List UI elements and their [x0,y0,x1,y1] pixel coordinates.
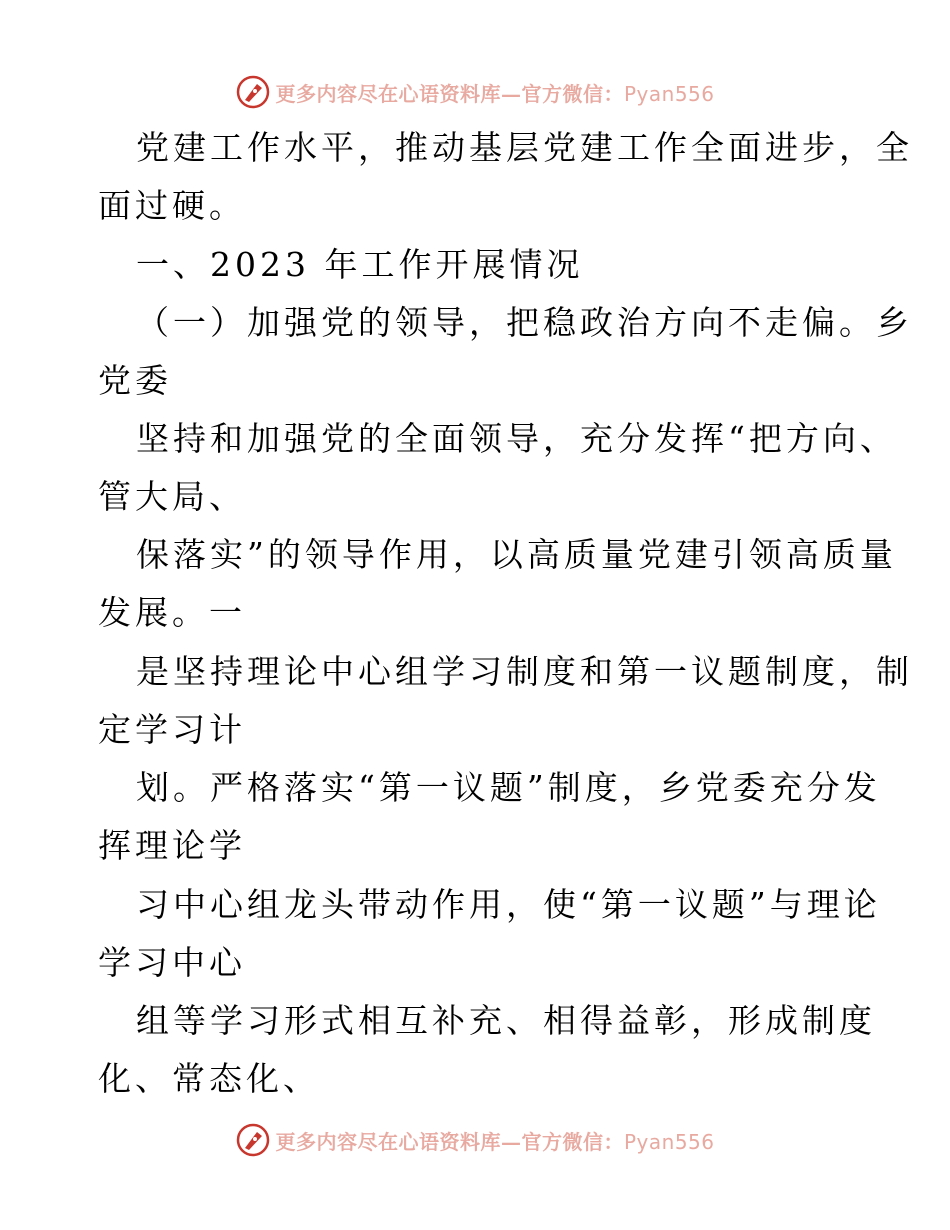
watermark-text: 更多内容尽在心语资料库—官方微信：Pyan556 [275,81,715,106]
text-line: 学习中心 [98,943,246,982]
text-line: 习中心组龙头带动作用，使“第一议题”与理论 [136,885,881,924]
text-line: 挥理论学 [98,826,246,865]
text-line: 管大局、 [98,477,246,516]
text-line: 划。严格落实“第一议题”制度，乡党委充分发 [136,768,881,807]
text-line: 定学习计 [98,710,246,749]
pen-nib-logo-icon [235,74,271,110]
subsection-heading: （一）加强党的领导，把稳政治方向不走偏。乡 [136,303,913,342]
text-line: 党建工作水平，推动基层党建工作全面进步，全 [136,128,913,167]
pen-nib-logo-icon [235,1122,271,1158]
text-line: 坚持和加强党的全面领导，充分发挥“把方向、 [136,419,897,458]
text-line: 党委 [98,361,172,400]
text-line: 是坚持理论中心组学习制度和第一议题制度，制 [136,652,913,691]
text-line: 面过硬。 [98,186,246,225]
footer-watermark-banner [0,1120,950,1160]
text-line: 保落实”的领导作用，以高质量党建引领高质量 [136,535,897,574]
section-heading: 一、2023 年工作开展情况 [136,245,584,284]
text-line: 化、常态化、 [98,1059,320,1098]
watermark-text: 更多内容尽在心语资料库—官方微信：Pyan556 [275,1129,715,1154]
text-line: 组等学习形式相互补充、相得益彰，形成制度 [136,1001,876,1040]
header-watermark-banner [0,72,950,112]
text-line: 发展。一 [98,593,246,632]
